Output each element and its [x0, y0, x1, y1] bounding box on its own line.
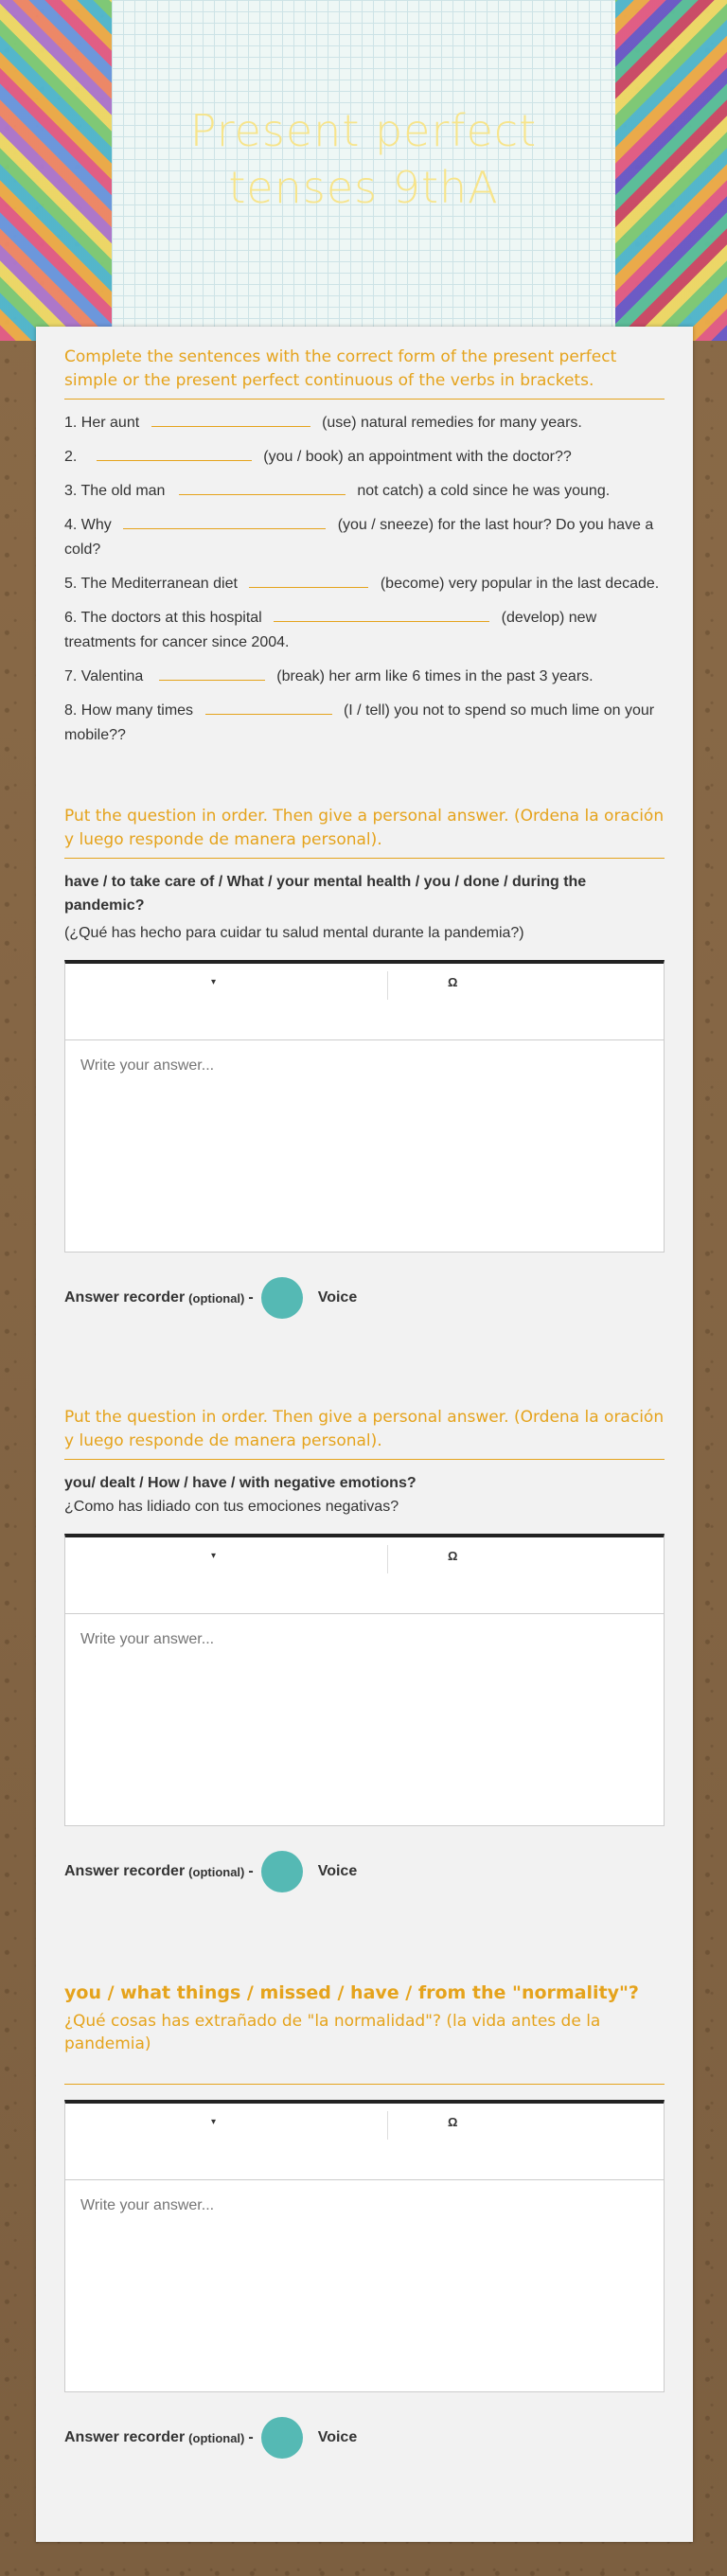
fill-blank-input[interactable] [205, 701, 332, 715]
sentence-text: 1. Her aunt [64, 415, 140, 431]
answer-recorder [64, 1851, 665, 1892]
section3 [64, 1406, 665, 1892]
fill-blank-input[interactable] [123, 515, 326, 529]
decorative-pattern-left [0, 0, 112, 341]
section3-instruction: Put the question in order. Then give a personal answer. (Ordena la oración y luego responde de manera personal). [64, 1406, 665, 1460]
recorder-label: Answer recorder [64, 2429, 186, 2445]
sentence-text: (become) very popular in the last decade. [380, 576, 660, 592]
recorder-dash: - [248, 2429, 254, 2445]
record-button[interactable] [261, 1851, 303, 1892]
sentence-text: 5. The Mediterranean diet [64, 576, 238, 592]
question-text: have / to take care of / What / your mental health / you / done / during the pandemic? [64, 874, 587, 914]
voice-label: Voice [317, 1863, 358, 1879]
fill-blank-input[interactable] [97, 447, 252, 461]
answer-recorder [64, 1277, 665, 1319]
voice-label: Voice [317, 2429, 358, 2445]
sentence-1 [64, 411, 665, 435]
worksheet-card [36, 327, 693, 2542]
editor-toolbar [65, 1537, 664, 1614]
answer-textarea[interactable] [65, 2180, 664, 2387]
question-translation: ¿Qué cosas has extrañado de "la normalidad"? (la vida antes de la pandemia) [64, 2012, 601, 2053]
editor-toolbar [65, 964, 664, 1040]
sentence-text: (you / sneeze) for the last hour? Do you have a cold? [64, 517, 654, 558]
section2 [64, 805, 665, 1319]
sentence-text: not catch) a cold since he was young. [357, 483, 611, 499]
sentence-3 [64, 479, 665, 504]
sentence-text: (you / book) an appointment with the doctor?? [263, 449, 572, 465]
recorder-dash: - [248, 1289, 254, 1306]
sentence-6 [64, 606, 665, 655]
format-dropdown-icon[interactable]: ▾ [211, 977, 217, 987]
editor-toolbar [65, 2104, 664, 2180]
sentence-text: (use) natural remedies for many years. [322, 415, 582, 431]
sentence-text: 8. How many times [64, 702, 194, 719]
voice-label: Voice [317, 1289, 358, 1306]
fill-blank-input[interactable] [179, 481, 346, 495]
divider-line [64, 2084, 665, 2085]
recorder-label: Answer recorder [64, 1289, 186, 1306]
answer-textarea[interactable] [65, 1040, 664, 1247]
sentence-5 [64, 572, 665, 596]
answer-editor [64, 960, 665, 1252]
toolbar-divider [387, 1545, 388, 1573]
record-button[interactable] [261, 1277, 303, 1319]
sentence-text: 2. [64, 449, 78, 465]
sentence-4 [64, 513, 665, 562]
sentence-text: 7. Valentina [64, 668, 144, 684]
sentence-text: 4. Why [64, 517, 112, 533]
decorative-pattern-right [615, 0, 727, 341]
recorder-optional: (optional) [188, 1864, 245, 1879]
sentence-text: 6. The doctors at this hospital [64, 610, 262, 626]
question-text: you/ dealt / How / have / with negative emotions? [64, 1475, 417, 1491]
question-translation: ¿Como has lidiado con tus emociones negativas? [64, 1499, 399, 1515]
fill-blank-input[interactable] [274, 608, 489, 622]
question-text: you / what things / missed / have / from the "normality"? [64, 1982, 639, 2003]
question-translation: (¿Qué has hecho para cuidar tu salud mental durante la pandemia?) [64, 925, 524, 941]
answer-editor [64, 1534, 665, 1826]
fill-blank-input[interactable] [249, 574, 368, 588]
section1-instruction: Complete the sentences with the correct form of the present perfect simple or the present perfect continuous of the verbs in brackets. [64, 346, 665, 400]
sentence-text: 3. The old man [64, 483, 166, 499]
toolbar-divider [387, 971, 388, 1000]
fill-blank-input[interactable] [151, 413, 310, 427]
record-button[interactable] [261, 2417, 303, 2459]
header [0, 0, 727, 341]
recorder-label: Answer recorder [64, 1863, 186, 1879]
sentence-7 [64, 665, 665, 689]
section2-instruction: Put the question in order. Then give a personal answer. (Ordena la oración y luego responde de manera personal). [64, 805, 665, 859]
format-dropdown-icon[interactable]: ▾ [211, 1551, 217, 1561]
recorder-optional: (optional) [188, 2430, 245, 2445]
sentence-text: (develop) new treatments for cancer since 2004. [64, 610, 597, 650]
sentence-text: (break) her arm like 6 times in the past 3 years. [276, 668, 594, 684]
answer-editor [64, 2100, 665, 2392]
format-dropdown-icon[interactable]: ▾ [211, 2117, 217, 2127]
sentence-2 [64, 445, 665, 470]
special-characters-icon[interactable]: Ω [448, 2115, 458, 2129]
section4 [64, 1980, 665, 2459]
special-characters-icon[interactable]: Ω [448, 1549, 458, 1563]
answer-recorder [64, 2417, 665, 2459]
toolbar-divider [387, 2111, 388, 2140]
fill-blank-input[interactable] [159, 666, 265, 681]
page-title: Present perfect tenses 9thA [189, 105, 538, 213]
answer-textarea[interactable] [65, 1614, 664, 1821]
special-characters-icon[interactable]: Ω [448, 975, 458, 989]
recorder-optional: (optional) [188, 1290, 245, 1306]
recorder-dash: - [248, 1863, 254, 1879]
sentence-text: (I / tell) you not to spend so much lime on your mobile?? [64, 702, 655, 743]
sentence-8 [64, 699, 665, 748]
